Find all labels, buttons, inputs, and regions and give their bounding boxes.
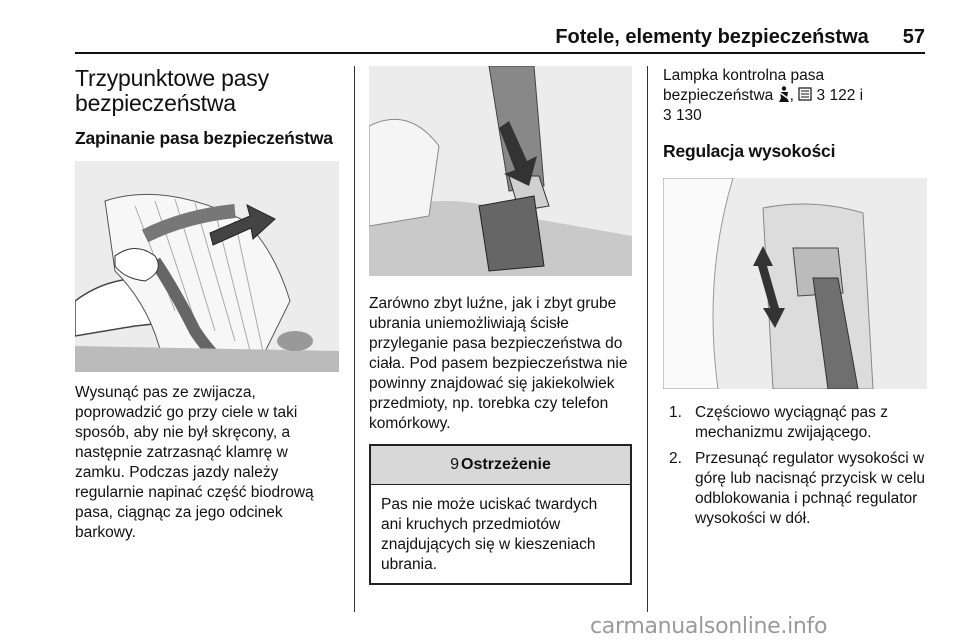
indicator-ref-pages: 122 i	[829, 87, 864, 104]
indicator-ref-page2: 130	[675, 107, 702, 124]
figure-height-adjuster	[663, 178, 927, 389]
fastening-instructions: Wysunąć pas ze zwijacza, poprowadzić go przy ciele w taki sposób, aby nie był skręcony, a następnie zatrzasnąć klamrę w zamku. Podczas jazdy należy regularnie napinać część biodrową pasa, ciągnąc za jego odcinek barkowy.	[75, 384, 314, 541]
seatbelt-reminder-icon	[798, 87, 812, 101]
section-title: Fotele, elementy bezpieczeństwa	[555, 26, 869, 48]
column-divider-right	[647, 66, 648, 612]
subheading-height-adjustment: Regulacja wysokości	[663, 141, 836, 161]
step-text: Częściowo wyciągnąć pas z mechanizmu zwijającego.	[695, 404, 888, 441]
clothing-note: Zarówno zbyt luźne, jak i zbyt grube ubrania uniemożliwiają ścisłe przyleganie pasa bezpieczeństwa do ciała. Pod pasem bezpieczeństwa nie powinny znajdować się jakiekolwiek przedmioty, np. torebka czy telefon komórkowy.	[369, 295, 628, 432]
figure-buckle	[369, 66, 632, 276]
page-header	[75, 26, 925, 52]
indicator-ref-line1: Lampka kontrolna pasa	[663, 67, 825, 84]
step-number: 2.	[669, 450, 682, 467]
list-item	[663, 449, 927, 529]
column-3	[663, 66, 927, 535]
watermark: carmanualsonline.info	[590, 614, 828, 639]
step-number: 1.	[669, 404, 682, 421]
list-item	[663, 403, 927, 443]
warning-box	[369, 444, 632, 585]
header-rule	[75, 52, 925, 54]
column-1	[75, 66, 339, 543]
column-2	[369, 66, 632, 585]
warning-text: Pas nie może uciskać twardych ani kruchych przedmiotów znajdujących się w kieszeniach ubrania.	[381, 496, 598, 573]
warning-icon: 9	[450, 456, 460, 473]
ref-arrow-icon-2: 3	[663, 107, 672, 124]
column-divider-left	[354, 66, 355, 612]
indicator-ref-line2: bezpieczeństwa	[663, 87, 774, 104]
ref-arrow-icon: 3	[816, 87, 826, 104]
height-adjust-steps	[663, 403, 927, 529]
figure-fastening-belt	[75, 161, 339, 372]
warning-title: Ostrzeżenie	[461, 456, 551, 473]
warning-header	[371, 446, 630, 485]
seatbelt-warning-icon	[778, 86, 790, 102]
subheading-fastening: Zapinanie pasa bezpieczeństwa	[75, 128, 333, 148]
step-text: Przesunąć regulator wysokości w górę lub nacisnąć przycisk w celu odblokowania i pchnąć regulator wysokości w dół.	[695, 450, 926, 527]
page-number: 57	[902, 26, 925, 48]
indicator-reference: Lampka kontrolna pasa bezpieczeństwa , 3 122 i 3 130	[663, 67, 864, 124]
section-heading: Trzypunktowe pasy bezpieczeństwa	[75, 65, 269, 116]
